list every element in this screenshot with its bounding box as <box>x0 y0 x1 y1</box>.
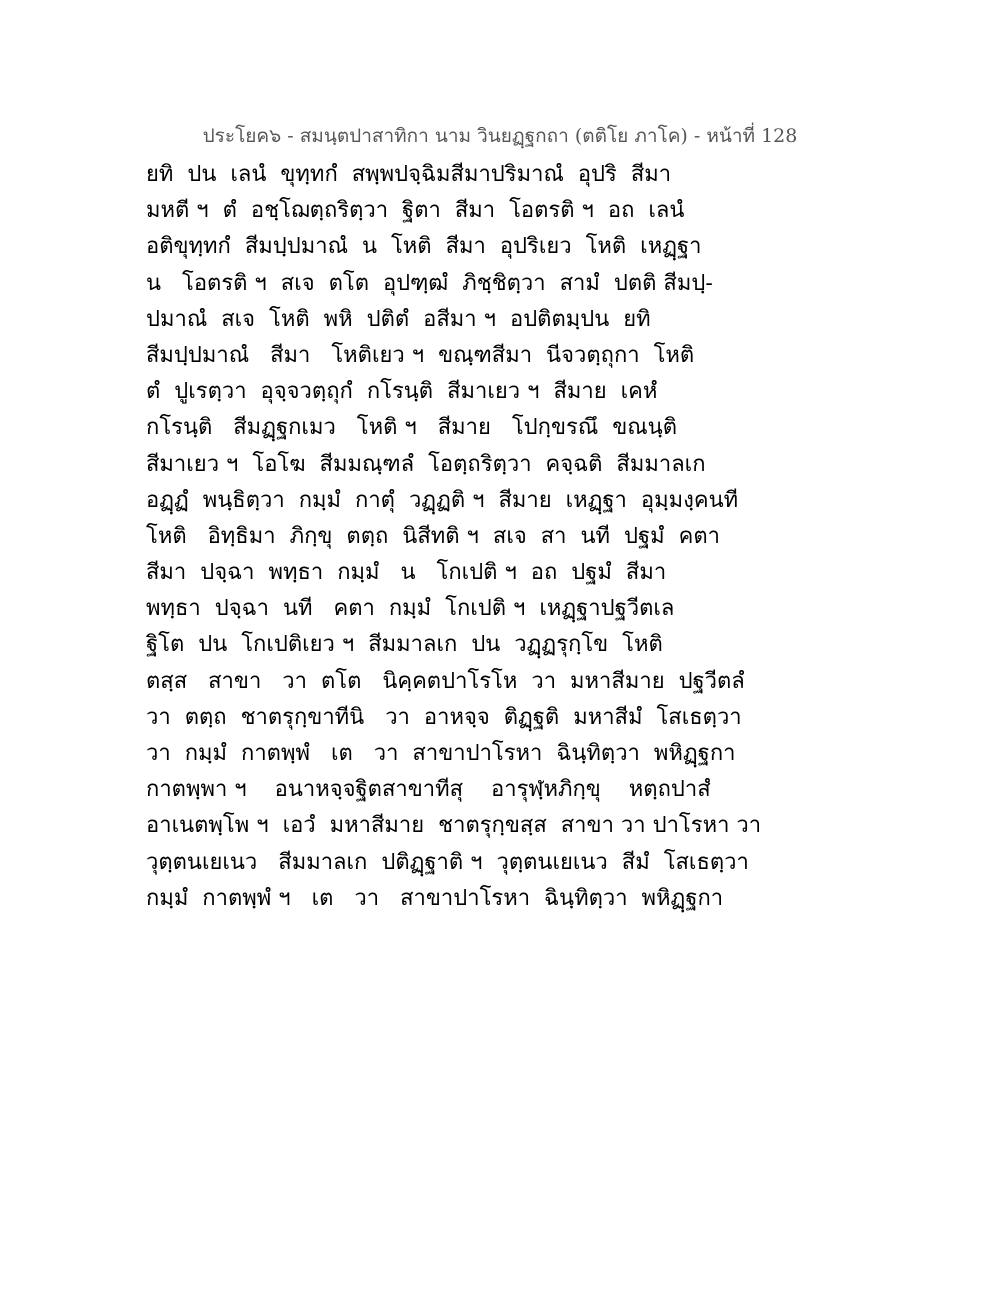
text-line: วุตฺตนเยเนว สีมมาลเก ปติฏฺฐาติ ฯ วุตฺตนเยเนว สีมํ โสเธตฺวา <box>146 849 749 875</box>
text-line: โหติ อิทฺธิมา ภิกฺขุ ตตฺถ นิสีทติ ฯ สเจ สา นที ปฐมํ คตา <box>146 523 720 549</box>
page-header: ประโยค๖ - สมนฺตปาสาทิกา นาม วินยฏฺฐกถา (ตติโย ภาโค) - หน้าที่ 128 <box>202 125 798 147</box>
text-line: กาตพฺพา ฯ อนาหจฺจฐิตสาขาทีสุ อารุฬฺหภิกฺขุ หตฺถปาสํ <box>146 777 711 803</box>
text-line: ตํ ปูเรตฺวา อุจฺจวตฺถุกํ กโรนฺติ สีมาเยว ฯ สีมาย เคหํ <box>146 379 658 405</box>
text-line: อติขุทฺทกํ สีมปฺปมาณํ น โหติ สีมา อุปริเยว โหติ เหฏฺฐา <box>146 234 702 260</box>
text-line: พทฺธา ปจฺฉา นที คตา กมฺมํ โกเปติ ฯ เหฏฺฐาปฐวีตเล <box>146 596 675 622</box>
text-line: ฐิโต ปน โกเปติเยว ฯ สีมมาลเก ปน วฏฺฏรุกฺโข โหติ <box>146 632 663 658</box>
text-line: วา ตตฺถ ชาตรุกฺขาทีนิ วา อาหจฺจ ติฏฺฐติ มหาสีมํ โสเธตฺวา <box>146 704 742 730</box>
text-line: กโรนฺติ สีมฏฺฐกเมว โหติ ฯ สีมาย โปกฺขรณึ ขณนฺติ <box>146 415 677 441</box>
text-line: วา กมฺมํ กาตพฺพํ เต วา สาขาปาโรหา ฉินฺทิตฺวา พหิฏฺฐกา <box>146 741 736 766</box>
text-line: อฏฺฏํ พนฺธิตฺวา กมฺมํ กาตุํ วฏฺฏติ ฯ สีมาย เหฏฺฐา อุมฺมงฺคนที <box>146 487 739 513</box>
text-line: มหตี ฯ ตํ อชฺโฌตฺถริตฺวา ฐิตา สีมา โอตรติ ฯ อถ เลนํ <box>146 198 685 224</box>
text-line: สีมาเยว ฯ โอโฆ สีมมณฺฑลํ โอตฺถริตฺวา คจฺฉติ สีมมาลเก <box>146 451 706 477</box>
text-line: ปมาณํ สเจ โหติ พหิ ปติตํ อสีมา ฯ อปติตมฺปน ยทิ <box>146 306 651 332</box>
text-line: ตสฺส สาขา วา ตโต นิคฺคตปาโรโห วา มหาสีมาย ปฐวีตลํ <box>146 668 745 694</box>
text-line: ยทิ ปน เลนํ ขุทฺทกํ สพฺพปจฺฉิมสีมาปริมาณํ อุปริ สีมา <box>146 162 672 187</box>
text-line: สีมา ปจฺฉา พทฺธา กมฺมํ น โกเปติ ฯ อถ ปฐมํ สีมา <box>146 560 667 586</box>
text-line: อาเนตพฺโพ ฯ เอวํ มหาสีมาย ชาตรุกฺขสฺส สาขา วา ปาโรหา วา <box>146 813 762 839</box>
text-line: กมฺมํ กาตพฺพํ ฯ เต วา สาขาปาโรหา ฉินฺทิตฺวา พหิฏฺฐกา <box>146 885 724 911</box>
body-text <box>146 157 866 917</box>
text-line: สีมปฺปมาณํ สีมา โหติเยว ฯ ขณฺฑสีมา นีจวตฺถุกา โหติ <box>146 342 695 368</box>
text-line: น โอตรติ ฯ สเจ ตโต อุปฑฺฒํ ภิชฺชิตฺวา สามํ ปตติ สีมปฺ- <box>146 270 713 296</box>
